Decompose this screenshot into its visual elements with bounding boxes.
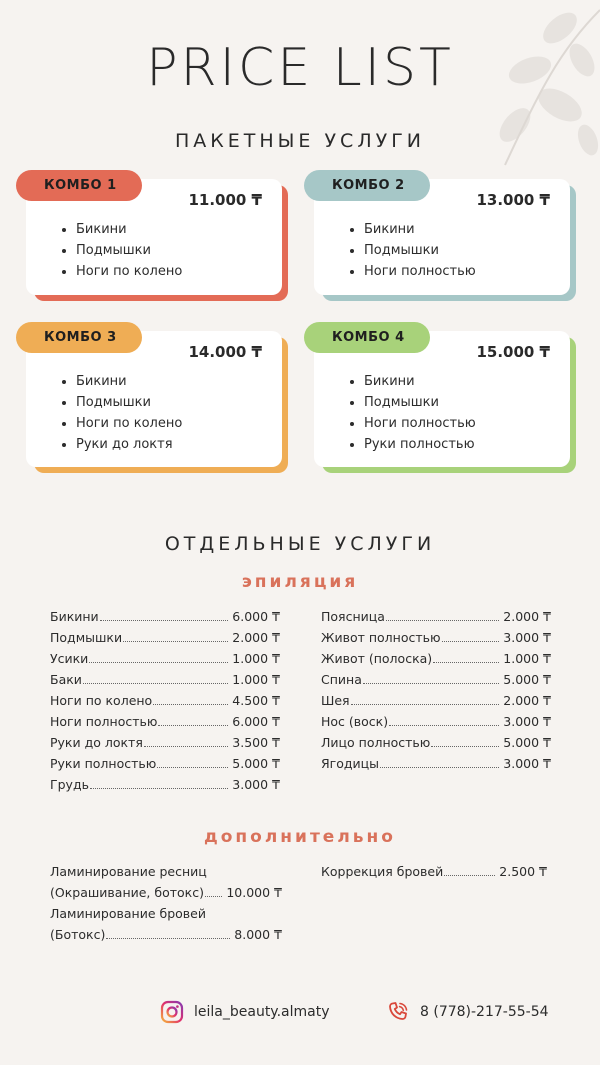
combo-tag: КОМБО 2 xyxy=(304,170,430,201)
combo-card-4 xyxy=(314,331,570,467)
service-price: 8.000 ₸ xyxy=(234,927,282,942)
service-name: Поясница xyxy=(321,609,385,624)
combo-item: • Подмышки xyxy=(76,392,182,413)
dot-leader xyxy=(144,746,228,747)
service-name: Баки xyxy=(50,672,82,687)
phone-link[interactable] xyxy=(386,1000,549,1024)
service-price: 2.000 ₸ xyxy=(503,609,551,624)
service-price: 5.000 ₸ xyxy=(232,756,280,771)
service-price: 10.000 ₸ xyxy=(226,885,282,900)
dot-leader xyxy=(386,620,499,621)
service-price: 3.500 ₸ xyxy=(232,735,280,750)
instagram-link[interactable] xyxy=(160,1000,330,1024)
combo-tag: КОМБО 4 xyxy=(304,322,430,353)
additional-list-left xyxy=(50,861,282,945)
price-row xyxy=(50,648,280,669)
service-name: Подмышки xyxy=(50,630,123,645)
combo-item: • Руки до локтя xyxy=(76,434,182,455)
service-name: Руки до локтя xyxy=(50,735,143,750)
price-row xyxy=(321,648,551,669)
service-name: Ноги полностью xyxy=(50,714,158,729)
service-name: Руки полностью xyxy=(50,756,157,771)
service-name: Бикини xyxy=(50,609,99,624)
price-row xyxy=(50,627,280,648)
combo-item: • Бикини xyxy=(364,219,476,240)
dot-leader xyxy=(351,704,500,705)
price-row xyxy=(50,774,280,795)
price-row xyxy=(321,669,551,690)
service-price: 2.500 ₸ xyxy=(499,864,547,879)
price-row xyxy=(50,690,280,711)
combo-item: • Руки полностью xyxy=(364,434,476,455)
service-price: 1.000 ₸ xyxy=(232,672,280,687)
service-name: Грудь xyxy=(50,777,89,792)
dot-leader xyxy=(380,767,499,768)
combo-item: • Бикини xyxy=(364,371,476,392)
combo-item: • Бикини xyxy=(76,219,182,240)
dot-leader xyxy=(157,767,228,768)
combo-item: • Ноги полностью xyxy=(364,261,476,282)
instagram-icon xyxy=(160,1000,184,1024)
epilation-heading: эпиляция xyxy=(241,572,359,592)
combo-item: • Подмышки xyxy=(364,392,476,413)
price-row xyxy=(50,753,280,774)
dot-leader xyxy=(83,683,228,684)
combo-item: • Ноги по колено xyxy=(76,261,182,282)
additional-list-right xyxy=(321,861,547,882)
service-price: 3.000 ₸ xyxy=(232,777,280,792)
dot-leader xyxy=(106,938,230,939)
brow-lamination-name: Ламинирование бровей xyxy=(50,906,206,921)
price-row xyxy=(321,606,551,627)
combo-item: • Подмышки xyxy=(364,240,476,261)
combo-price: 11.000 ₸ xyxy=(188,191,262,209)
combo-items xyxy=(344,371,476,455)
epilation-list-right xyxy=(321,606,551,774)
service-price: 2.000 ₸ xyxy=(503,693,551,708)
combo-price: 14.000 ₸ xyxy=(188,343,262,361)
dot-leader xyxy=(444,875,495,876)
combo-card-2 xyxy=(314,179,570,295)
service-name: Нос (воск) xyxy=(321,714,389,729)
dot-leader xyxy=(389,725,499,726)
service-price: 1.000 ₸ xyxy=(503,651,551,666)
service-name: Живот (полоска) xyxy=(321,651,433,666)
price-row xyxy=(321,861,547,882)
dot-leader xyxy=(431,746,499,747)
combo-items xyxy=(56,371,182,455)
service-price: 4.500 ₸ xyxy=(232,693,280,708)
service-name: Усики xyxy=(50,651,89,666)
dot-leader xyxy=(89,662,228,663)
separate-services-heading: ОТДЕЛЬНЫЕ УСЛУГИ xyxy=(164,533,436,555)
service-price: 5.000 ₸ xyxy=(503,672,551,687)
footer xyxy=(0,1000,600,1026)
service-price: 1.000 ₸ xyxy=(232,651,280,666)
combo-item: • Ноги по колено xyxy=(76,413,182,434)
service-name: (Ботокс) xyxy=(50,927,106,942)
lash-lamination-name: Ламинирование ресниц xyxy=(50,864,207,879)
instagram-handle[interactable]: leila_beauty.almaty xyxy=(194,1004,330,1020)
combo-card-3 xyxy=(26,331,282,467)
price-row xyxy=(50,732,280,753)
service-price: 3.000 ₸ xyxy=(503,756,551,771)
price-row xyxy=(50,669,280,690)
page-title: PRICE LIST xyxy=(146,38,454,98)
service-price: 6.000 ₸ xyxy=(232,609,280,624)
price-row xyxy=(321,753,551,774)
service-price: 3.000 ₸ xyxy=(503,714,551,729)
combo-tag: КОМБО 1 xyxy=(16,170,142,201)
dot-leader xyxy=(433,662,499,663)
combo-card-1 xyxy=(26,179,282,295)
dot-leader xyxy=(153,704,228,705)
service-name: Шея xyxy=(321,693,350,708)
price-row xyxy=(321,711,551,732)
dot-leader xyxy=(123,641,228,642)
service-name: Лицо полностью xyxy=(321,735,431,750)
service-price: 3.000 ₸ xyxy=(503,630,551,645)
dot-leader xyxy=(100,620,229,621)
dot-leader xyxy=(90,788,228,789)
price-row xyxy=(50,924,282,945)
combo-price: 15.000 ₸ xyxy=(476,343,550,361)
dot-leader xyxy=(205,896,222,897)
service-price: 2.000 ₸ xyxy=(232,630,280,645)
service-price: 5.000 ₸ xyxy=(503,735,551,750)
combo-items xyxy=(56,219,182,282)
price-row xyxy=(50,882,282,903)
dot-leader xyxy=(158,725,228,726)
price-row xyxy=(321,732,551,753)
service-name: (Окрашивание, ботокс) xyxy=(50,885,204,900)
combo-item: • Ноги полностью xyxy=(364,413,476,434)
combo-tag: КОМБО 3 xyxy=(16,322,142,353)
phone-icon xyxy=(386,1000,410,1024)
price-row xyxy=(321,627,551,648)
combo-price: 13.000 ₸ xyxy=(476,191,550,209)
price-row xyxy=(50,606,280,627)
additional-heading: дополнительно xyxy=(204,827,396,847)
price-row xyxy=(50,711,280,732)
combo-item: • Подмышки xyxy=(76,240,182,261)
service-name: Коррекция бровей xyxy=(321,864,444,879)
combo-items xyxy=(344,219,476,282)
service-name: Живот полностью xyxy=(321,630,441,645)
dot-leader xyxy=(363,683,499,684)
dot-leader xyxy=(442,641,500,642)
service-price: 6.000 ₸ xyxy=(232,714,280,729)
price-row xyxy=(321,690,551,711)
package-services-heading: ПАКЕТНЫЕ УСЛУГИ xyxy=(175,130,425,152)
combo-item: • Бикини xyxy=(76,371,182,392)
service-name: Спина xyxy=(321,672,362,687)
service-name: Ягодицы xyxy=(321,756,380,771)
phone-number[interactable]: 8 (778)-217-55-54 xyxy=(420,1004,549,1020)
epilation-list-left xyxy=(50,606,280,795)
service-name: Ноги по колено xyxy=(50,693,153,708)
